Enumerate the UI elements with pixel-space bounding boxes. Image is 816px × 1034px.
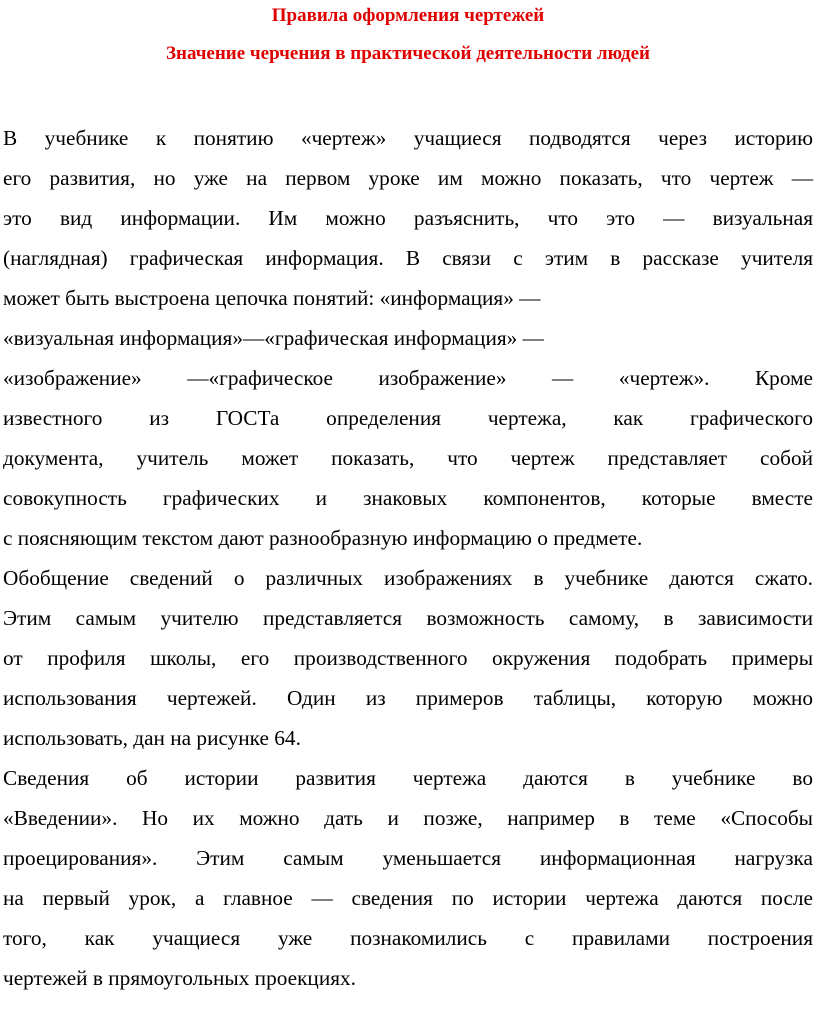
text-line: «визуальная информация»—«графическая информация» — — [3, 326, 544, 350]
paragraph-2 — [3, 558, 813, 758]
document-subtitle: Значение черчения в практической деятельности людей — [165, 43, 650, 64]
text-line: Сведения об истории развития чертежа даются в учебнике во — [3, 766, 813, 790]
text-line: использования чертежей. Один из примеров таблицы, которую можно — [3, 686, 813, 710]
text-line: Обобщение сведений о различных изображениях в учебнике даются сжато. — [3, 566, 813, 590]
document-body — [3, 118, 813, 998]
text-line: на первый урок, а главное — сведения по истории чертежа даются после — [3, 886, 813, 910]
text-line: документа, учитель может показать, что чертеж представляет собой — [3, 446, 813, 470]
text-line: «изображение» —«графическое изображение» — «чертеж». Кроме — [3, 366, 813, 390]
text-line: (наглядная) графическая информация. В связи с этим в рассказе учителя — [3, 246, 813, 270]
text-line: проецирования». Этим самым уменьшается информационная нагрузка — [3, 846, 813, 870]
paragraph-1 — [3, 118, 813, 558]
text-line: это вид информации. Им можно разъяснить, что это — визуальная — [3, 206, 813, 230]
text-line: того, как учащиеся уже познакомились с правилами построения — [3, 926, 813, 950]
text-line: совокупность графических и знаковых компонентов, которые вместе — [3, 486, 813, 510]
text-line: может быть выстроена цепочка понятий: «информация» — — [3, 286, 541, 310]
text-line: известного из ГОСТа определения чертежа, как графического — [3, 406, 813, 430]
text-line: использовать, дан на рисунке 64. — [3, 726, 301, 750]
text-line: Этим самым учителю представляется возможность самому, в зависимости — [3, 606, 813, 630]
text-line: его развития, но уже на первом уроке им можно показать, что чертеж — — [3, 166, 813, 190]
paragraph-3 — [3, 758, 813, 998]
text-line: чертежей в прямоугольных проекциях. — [3, 966, 356, 990]
text-line: с поясняющим текстом дают разнообразную информацию о предмете. — [3, 526, 643, 550]
document-title: Правила оформления чертежей — [271, 5, 545, 26]
text-line: В учебнике к понятию «чертеж» учащиеся подводятся через историю — [3, 126, 813, 150]
text-line: «Введении». Но их можно дать и позже, например в теме «Способы — [3, 806, 813, 830]
text-line: от профиля школы, его производственного окружения подобрать примеры — [3, 646, 813, 670]
